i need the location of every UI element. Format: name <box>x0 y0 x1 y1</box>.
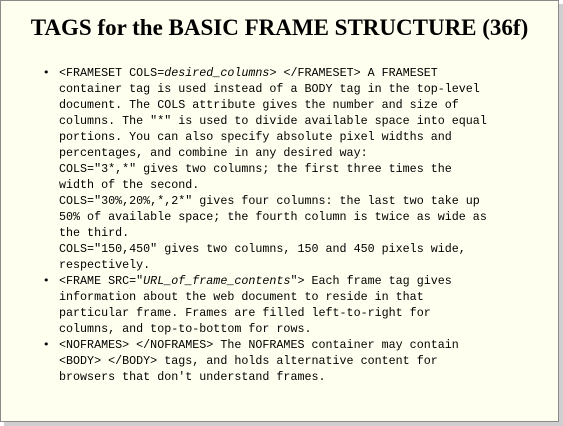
text-line <box>59 145 548 161</box>
text-segment: information about the web document to reside in that <box>59 290 424 304</box>
placeholder-text: URL_of_frame_contents <box>143 274 291 288</box>
text-line <box>59 241 548 257</box>
text-segment: respectively. <box>59 258 151 272</box>
text-line <box>59 321 548 337</box>
text-segment: the third. <box>59 226 130 240</box>
text-segment: COLS="150,450" gives two columns, 150 and 450 pixels wide, <box>59 242 466 256</box>
text-line <box>59 81 548 97</box>
text-segment: <NOFRAMES> </NOFRAMES> The NOFRAMES container may contain <box>59 338 459 352</box>
bullet-item-frameset <box>43 65 548 273</box>
bullet-list <box>43 65 548 385</box>
text-segment: COLS="30%,20%,*,2*" gives four columns: the last two take up <box>59 194 480 208</box>
text-line <box>59 177 548 193</box>
text-segment: particular frame. Frames are filled left-to-right for <box>59 306 431 320</box>
text-line <box>59 129 548 145</box>
text-line <box>59 113 548 129</box>
text-line <box>59 353 548 369</box>
text-line <box>59 305 548 321</box>
text-segment: browsers that don't understand frames. <box>59 370 326 384</box>
text-segment: <FRAME SRC=" <box>59 274 144 288</box>
text-segment: columns, and top-to-bottom for rows. <box>59 322 312 336</box>
slide-title: TAGS for the BASIC FRAME STRUCTURE (36f) <box>30 15 529 40</box>
text-line <box>59 369 548 385</box>
bullet-item-frame <box>43 273 548 337</box>
text-line <box>59 193 548 209</box>
text-segment: <BODY> </BODY> tags, and holds alternative content for <box>59 354 438 368</box>
text-segment: COLS="3*,*" gives two columns; the first three times the <box>59 162 452 176</box>
bullet-icon: • <box>43 338 50 351</box>
text-line <box>59 209 548 225</box>
text-line <box>59 289 548 305</box>
text-segment: <FRAMESET COLS= <box>59 66 165 80</box>
text-segment: columns. The "*" is used to divide available space into equal <box>59 114 487 128</box>
text-segment: "> Each frame tag gives <box>290 274 452 288</box>
text-line <box>59 257 548 273</box>
bullet-icon: • <box>43 274 50 287</box>
text-segment: container tag is used instead of a BODY tag in the top-level <box>59 82 480 96</box>
text-line <box>59 337 548 353</box>
text-segment: width of the second. <box>59 178 200 192</box>
text-line <box>59 273 548 289</box>
text-line <box>59 97 548 113</box>
bullet-item-noframes <box>43 337 548 385</box>
bullet-icon: • <box>43 66 50 79</box>
text-segment: 50% of available space; the fourth column is twice as wide as <box>59 210 487 224</box>
text-line <box>59 161 548 177</box>
text-line <box>59 225 548 241</box>
text-segment: portions. You can also specify absolute pixel widths and <box>59 130 452 144</box>
bullet-text <box>59 337 548 385</box>
text-line <box>59 65 548 81</box>
text-segment: > </FRAMESET> A FRAMESET <box>269 66 438 80</box>
bullet-text <box>59 273 548 337</box>
bullet-text <box>59 65 548 273</box>
placeholder-text: desired_columns <box>164 66 270 80</box>
text-segment: percentages, and combine in any desired way: <box>59 146 368 160</box>
text-segment: document. The COLS attribute gives the number and size of <box>59 98 459 112</box>
